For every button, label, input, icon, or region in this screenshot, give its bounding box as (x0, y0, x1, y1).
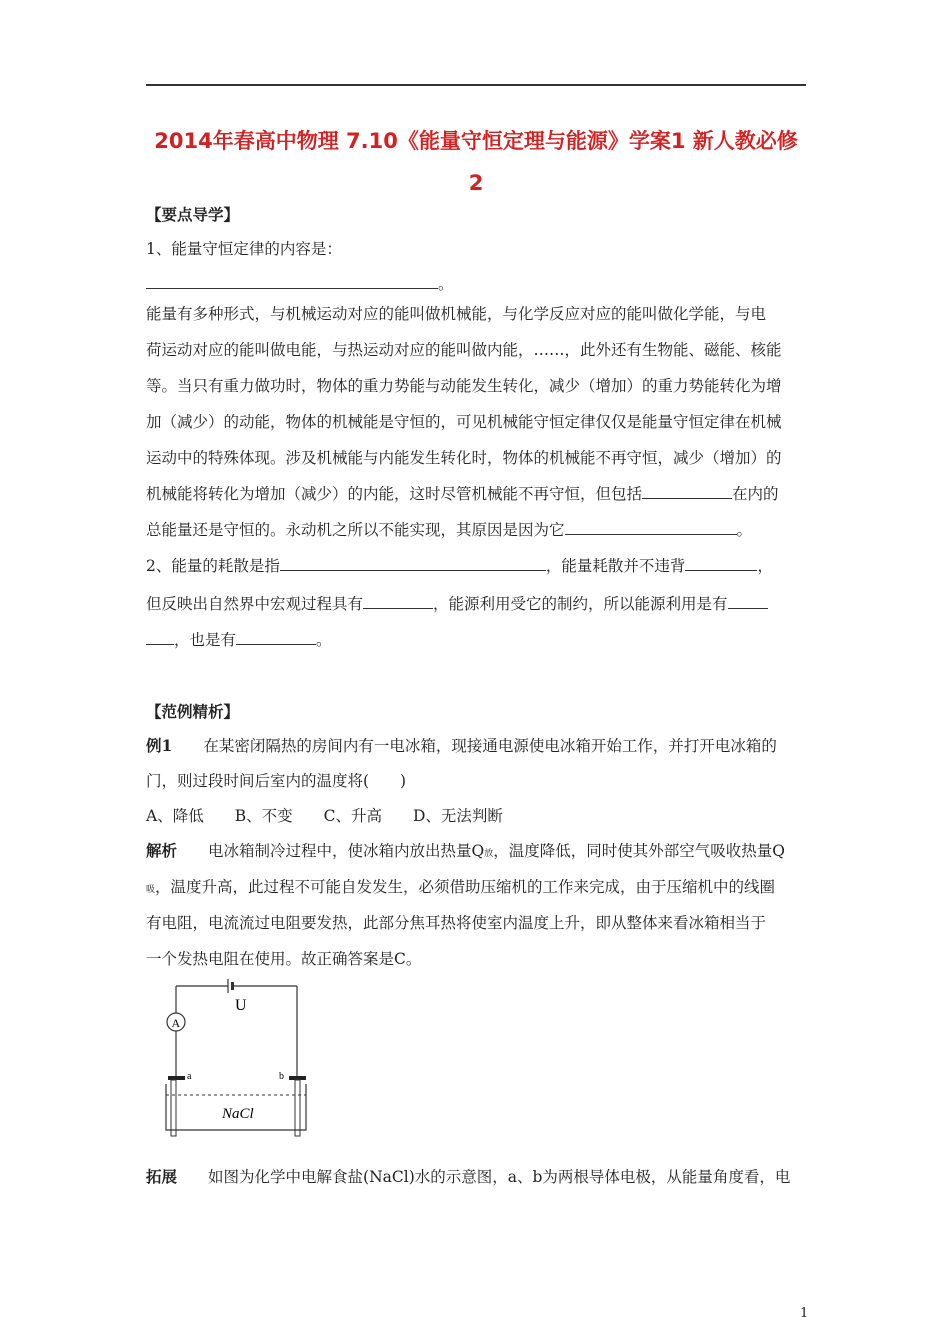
answer-blank[interactable] (642, 484, 732, 499)
answer-blank[interactable] (728, 594, 768, 609)
question-1: 1、能量守恒定律的内容是： (146, 240, 342, 258)
paragraph-line: 机械能将转化为增加（减少）的内能，这时尽管机械能不再守恒，但包括 在内的 (146, 485, 779, 503)
answer-line-1: 。 (146, 272, 816, 294)
paragraph-line: 能量有多种形式，与机械运动对应的能叫做机械能，与化学反应对应的能叫做化学能，与电 (146, 305, 767, 323)
document-title (146, 120, 806, 204)
analysis: 解析 电冰箱制冷过程中，使冰箱内放出热量Q放，温度降低，同时使其外部空气吸收热量Q (146, 841, 785, 860)
paragraph-line: 加（减少）的动能，物体的机械能是守恒的，可见机械能守恒定律仅仅是能量守恒定律在机械 (146, 413, 782, 431)
analysis-cont: 有电阻，电流流过电阻要发热，此部分焦耳热将使室内温度上升，即从整体来看冰箱相当于 (146, 914, 767, 932)
paragraph-line: 总能量还是守恒的。永动机之所以不能实现，其原因是因为它 。 (146, 521, 753, 539)
title-line-2: 2 (468, 171, 484, 195)
analysis-cont: 一个发热电阻在使用。故正确答案是C。 (146, 950, 422, 968)
example-1: 例1 在某密闭隔热的房间内有一电冰箱，现接通电源使电冰箱开始工作，并打开电冰箱的 (146, 736, 777, 755)
ammeter-label: A (171, 1016, 181, 1030)
electrode-b (295, 1080, 300, 1136)
page-number: 1 (800, 1306, 809, 1321)
section-heading-key-points: 【要点导学】 (146, 205, 240, 224)
solution-label: NaCl (222, 1106, 254, 1122)
electrode-a-label: a (187, 1071, 192, 1082)
paragraph-line: 等。当只有重力做功时，物体的重力势能与动能发生转化，减少（增加）的重力势能转化为增 (146, 377, 782, 395)
electrode-a (171, 1080, 176, 1136)
extension: 拓展 如图为化学中电解食盐(NaCl)水的示意图，a、b为两根导体电极，从能量角度看，电 (146, 1167, 791, 1186)
title-line-1: 2014年春高中物理 7.10《能量守恒定理与能源》学案1 新人教必修 (154, 129, 798, 153)
answer-blank[interactable] (146, 630, 174, 645)
analysis-cont: 吸，温度升高，此过程不可能自发发生，必须借助压缩机的工作来完成，由于压缩机中的线圈 (146, 878, 776, 896)
voltage-label: U (235, 997, 247, 1014)
question-2: 2、能量的耗散是指 ，能量耗散并不违背 ， (146, 557, 773, 575)
example-1-cont: 门，则过段时间后室内的温度将( ) (146, 772, 407, 790)
answer-blank[interactable] (236, 630, 316, 645)
question-2-cont: 但反映出自然界中宏观过程具有 ，能源利用受它的制约，所以能源利用是有 (146, 592, 816, 614)
paragraph-line: 荷运动对应的能叫做电能，与热运动对应的能叫做内能，……，此外还有生物能、磁能、核能 (146, 341, 782, 359)
electrode-b-cap (289, 1076, 306, 1080)
electrolysis-diagram (160, 978, 320, 1138)
answer-blank[interactable] (363, 594, 433, 609)
answer-blank[interactable] (280, 556, 546, 571)
section-heading-examples: 【范例精析】 (146, 702, 240, 721)
paragraph-line: 运动中的特殊体现。涉及机械能与内能发生转化时，物体的机械能不再守恒，减少（增加）的 (146, 449, 782, 467)
answer-blank[interactable] (146, 274, 438, 289)
answer-blank[interactable] (685, 556, 757, 571)
header-rule (146, 84, 806, 86)
electrode-a-cap (168, 1076, 185, 1080)
answer-blank[interactable] (565, 520, 737, 535)
question-2-cont: ，也是有 。 (146, 628, 816, 650)
electrode-b-label: b (279, 1071, 284, 1082)
example-1-options: A、降低 B、不变 C、升高 D、无法判断 (146, 807, 503, 825)
battery-short-plate (231, 982, 234, 990)
